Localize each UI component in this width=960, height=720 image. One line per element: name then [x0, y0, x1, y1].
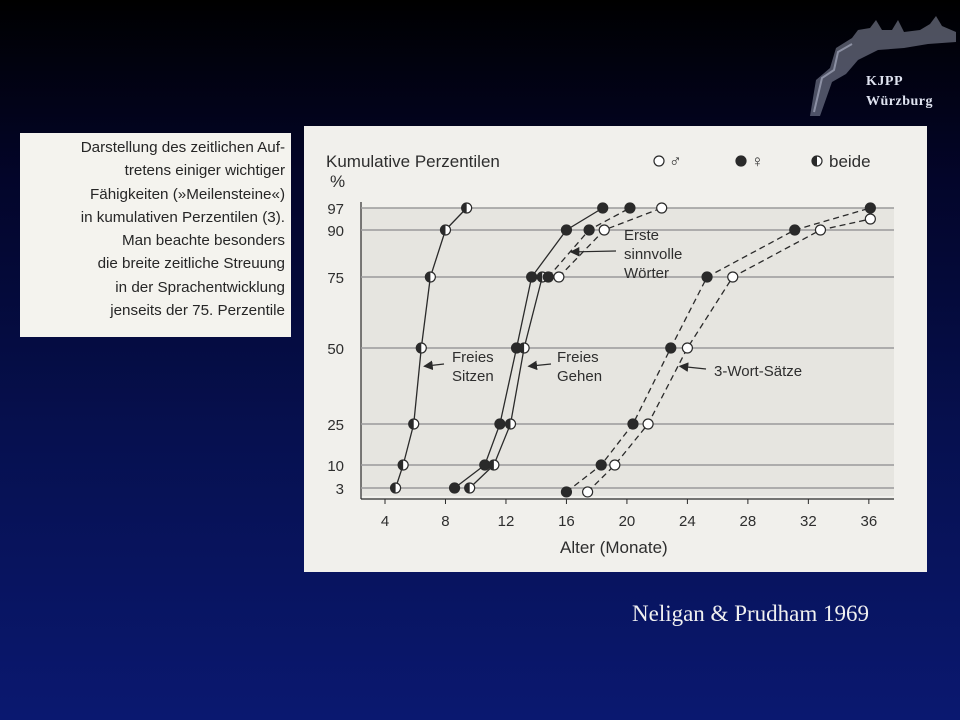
y-tick-label: 50 — [327, 341, 344, 358]
data-point — [815, 225, 825, 235]
data-point — [584, 225, 594, 235]
data-point — [465, 483, 475, 493]
data-point — [598, 203, 608, 213]
data-point — [865, 203, 875, 213]
y-axis-label: % — [330, 172, 346, 191]
x-tick-label: 36 — [860, 513, 878, 530]
y-tick-label: 3 — [335, 481, 344, 498]
data-point — [425, 272, 435, 282]
data-point — [450, 483, 460, 493]
data-point — [865, 214, 875, 224]
caption-line: Man beachte besonders — [122, 232, 285, 250]
annotation-text: Freies — [452, 349, 494, 366]
x-tick-label: 12 — [497, 513, 515, 530]
x-tick-label: 28 — [739, 513, 757, 530]
data-point — [391, 483, 401, 493]
data-point — [666, 343, 676, 353]
legend-marker — [654, 156, 664, 166]
caption-line: Fähigkeiten (»Meilensteine«) — [89, 185, 285, 203]
y-tick-label: 90 — [327, 223, 344, 240]
caption-line: tretens einiger wichtiger — [124, 162, 285, 180]
annotation-text: Sitzen — [452, 368, 494, 385]
data-point — [505, 419, 515, 429]
data-point — [543, 272, 553, 282]
citation: Neligan & Prudham 1969 — [632, 601, 869, 626]
data-point — [790, 225, 800, 235]
data-point — [628, 419, 638, 429]
annotation-text: 3-Wort-Sätze — [714, 363, 803, 380]
milestone-chart — [304, 126, 927, 572]
y-tick-label: 97 — [327, 201, 344, 218]
chart-title: Kumulative Perzentilen — [326, 152, 500, 171]
data-point — [625, 203, 635, 213]
legend-label: ♀ — [751, 152, 764, 171]
legend-label: beide — [829, 152, 871, 171]
data-point — [561, 487, 571, 497]
caption-line: jenseits der 75. Perzentile — [110, 302, 285, 320]
data-point — [728, 272, 738, 282]
logo-line-1: KJPP — [866, 74, 903, 89]
data-point — [682, 343, 692, 353]
caption-line: die breite zeitliche Streuung — [97, 255, 285, 273]
data-point — [416, 343, 426, 353]
x-tick-label: 16 — [558, 513, 575, 530]
chart-svg — [304, 126, 927, 572]
plot-area — [327, 201, 894, 530]
data-point — [554, 272, 564, 282]
data-point — [596, 460, 606, 470]
legend-label: ♂ — [669, 152, 682, 171]
legend-item — [654, 152, 682, 171]
legend-item — [736, 152, 764, 171]
legend-marker — [812, 156, 822, 166]
data-point — [462, 203, 472, 213]
y-tick-label: 10 — [327, 458, 344, 475]
data-point — [489, 460, 499, 470]
data-point — [702, 272, 712, 282]
annotation-text: sinnvolle — [624, 246, 683, 263]
x-tick-label: 24 — [679, 513, 696, 530]
data-point — [495, 419, 505, 429]
caption-line: in der Sprachentwicklung — [115, 278, 285, 296]
data-point — [583, 487, 593, 497]
caption-box — [20, 133, 291, 337]
x-tick-label: 8 — [441, 513, 450, 530]
x-tick-label: 20 — [618, 513, 636, 530]
legend-item — [812, 152, 871, 171]
data-point — [610, 460, 620, 470]
data-point — [398, 460, 408, 470]
legend-marker — [736, 156, 746, 166]
data-point — [527, 272, 537, 282]
y-tick-label: 25 — [327, 417, 344, 434]
data-point — [643, 419, 653, 429]
y-tick-label: 75 — [327, 270, 344, 287]
logo-line-2: Würzburg — [866, 94, 933, 109]
data-point — [599, 225, 609, 235]
annotation-text: Erste — [624, 227, 660, 244]
data-point — [519, 343, 529, 353]
caption-line: Darstellung des zeitlichen Auf- — [80, 139, 285, 156]
annotation-text: Wörter — [624, 265, 669, 282]
data-point — [440, 225, 450, 235]
caption-line: in kumulativen Perzentilen (3). — [80, 208, 285, 226]
data-point — [409, 419, 419, 429]
data-point — [657, 203, 667, 213]
x-axis-label: Alter (Monate) — [560, 538, 668, 557]
annotation-text: Freies — [557, 349, 599, 366]
annotation-text: Gehen — [557, 368, 603, 385]
data-point — [561, 225, 571, 235]
x-tick-label: 32 — [800, 513, 817, 530]
kjpp-logo — [808, 8, 958, 120]
legend — [654, 152, 871, 171]
x-tick-label: 4 — [380, 513, 390, 530]
